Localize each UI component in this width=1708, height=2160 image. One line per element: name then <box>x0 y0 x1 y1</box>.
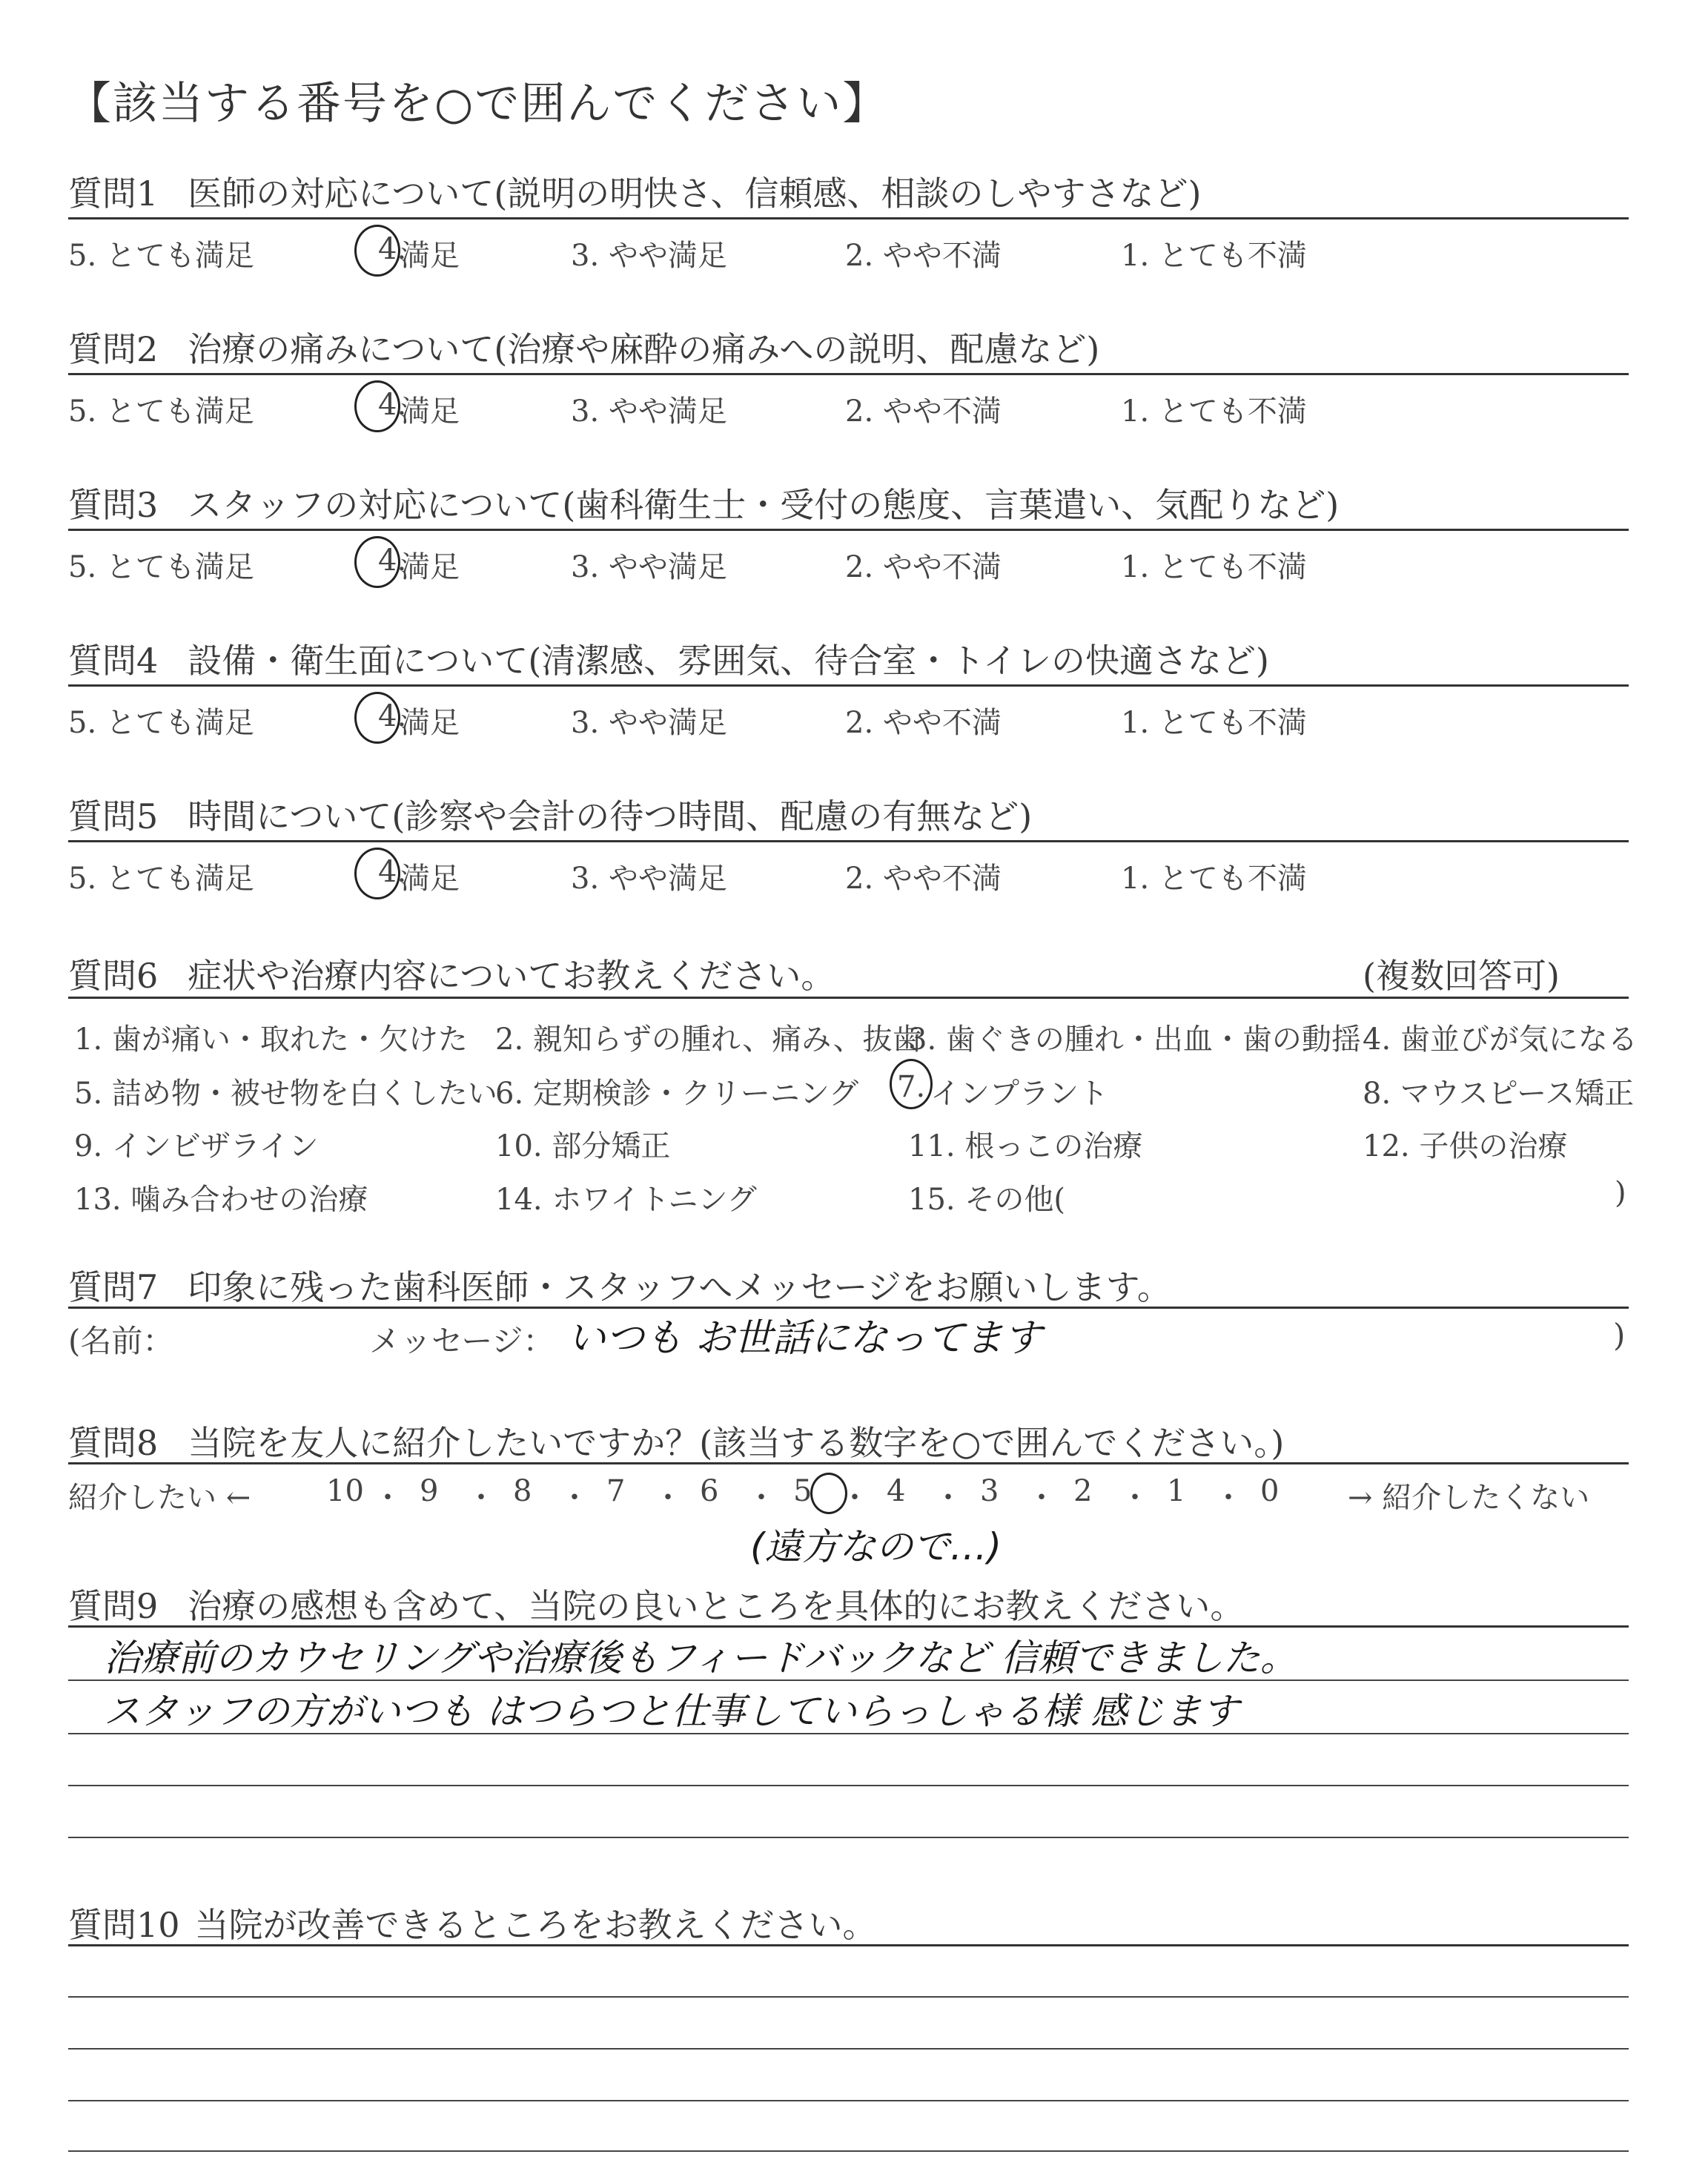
q5-selected-circle <box>354 848 400 899</box>
q8-scale-6: 4 <box>887 1474 906 1508</box>
q3-heading <box>68 478 1339 527</box>
q3-label: 質問3 <box>68 485 159 525</box>
q2-label: 質問2 <box>68 329 159 369</box>
q8-rule <box>68 1462 1629 1464</box>
q9-line-2 <box>68 1733 1629 1734</box>
q5-option-4: 2. やや不満 <box>845 862 1002 896</box>
q8-scale-9: 1 <box>1167 1474 1186 1508</box>
q5-option-5: 1. とても不満 <box>1121 862 1307 896</box>
q10-rule <box>68 1944 1629 1946</box>
q6-option-7-circle <box>890 1059 933 1109</box>
q7-message-handwriting: いつも お世話になってます <box>567 1316 1042 1361</box>
q1-rule <box>68 217 1629 219</box>
q8-scale-dot: ・ <box>653 1481 683 1515</box>
q5-text: 時間について(診察や会計の待つ時間、配慮の有無など) <box>188 796 1033 836</box>
q2-rule <box>68 373 1629 375</box>
q3-option-3: 3. やや満足 <box>571 550 727 584</box>
q6-option-2: 2. 親知らずの腫れ、痛み、抜歯 <box>495 1023 922 1057</box>
q7-message-label: メッセージ： <box>369 1323 555 1359</box>
q1-option-5: 1. とても不満 <box>1121 239 1307 273</box>
q7-heading <box>68 1261 1171 1309</box>
q2-option-1: 4. <box>378 388 407 422</box>
q9-handwriting-line-1: 治療前のカウセリングや治療後もフィードバックなど 信頼できました。 <box>104 1636 1297 1680</box>
q1-heading <box>68 167 1201 216</box>
q5-option-1: 4. <box>378 855 407 889</box>
q6-option-13: 13. 噛み合わせの治療 <box>74 1183 368 1217</box>
q10-label: 質問10 <box>68 1905 180 1945</box>
q7-label: 質問7 <box>68 1267 159 1307</box>
q9-heading <box>68 1579 1244 1628</box>
q8-text: 当院を友人に紹介したいですか？(該当する数字を○で囲んでください。) <box>188 1423 1285 1463</box>
q8-scale-dot: ・ <box>1027 1481 1056 1515</box>
q1-option-2: 満足 <box>400 239 460 273</box>
q9-line-1 <box>68 1680 1629 1681</box>
q2-option-3: 3. やや満足 <box>571 394 727 429</box>
q6-option-15: 15. その他( <box>908 1183 1065 1217</box>
q6-rule <box>68 997 1629 999</box>
q4-option-0: 5. とても満足 <box>68 706 254 740</box>
q4-rule <box>68 684 1629 687</box>
q6-option-6: 6. 定期検診・クリーニング <box>495 1077 859 1111</box>
q5-option-3: 3. やや満足 <box>571 862 727 896</box>
q4-option-5: 1. とても不満 <box>1121 706 1307 740</box>
q3-rule <box>68 529 1629 531</box>
q6-option-14: 14. ホワイトニング <box>495 1183 757 1217</box>
q9-line-4 <box>68 1837 1629 1838</box>
q6-option-16: ) <box>1615 1176 1626 1210</box>
q8-scale-dot: ・ <box>373 1481 403 1515</box>
q6-label: 質問6 <box>68 956 159 996</box>
q1-option-3: 3. やや満足 <box>571 239 727 273</box>
q8-left-label: 紹介したい ← <box>68 1481 251 1515</box>
q8-scale-dot: ・ <box>466 1481 496 1515</box>
q6-heading <box>68 949 835 998</box>
q1-text: 医師の対応について(説明の明快さ、信頼感、相談のしやすさなど) <box>188 174 1202 214</box>
q1-selected-circle <box>354 225 400 277</box>
q6-option-4: 4. 歯並びが気になる <box>1363 1023 1638 1057</box>
q8-scale-2: 8 <box>513 1474 532 1508</box>
q10-line-2 <box>68 2048 1629 2050</box>
q9-text: 治療の感想も含めて、当院の良いところを具体的にお教えください。 <box>188 1586 1245 1626</box>
q8-scale-1: 9 <box>420 1474 439 1508</box>
q8-right-label: → 紹介したくない <box>1348 1481 1590 1515</box>
q2-text: 治療の痛みについて(治療や麻酔の痛みへの説明、配慮など) <box>188 329 1100 369</box>
q1-label: 質問1 <box>68 174 159 214</box>
q8-scale-7: 3 <box>980 1474 999 1508</box>
q6-option-7-text: インプラント <box>930 1077 1108 1111</box>
q8-scale-dot: ・ <box>560 1481 589 1515</box>
q8-scale-dot: ・ <box>933 1481 963 1515</box>
q6-text: 症状や治療内容についてお教えください。 <box>188 956 835 996</box>
q8-selected-circle <box>810 1473 847 1514</box>
q8-scale-dot: ・ <box>1120 1481 1150 1515</box>
q5-option-0: 5. とても満足 <box>68 862 254 896</box>
q8-scale-dot: ・ <box>1214 1481 1243 1515</box>
q4-label: 質問4 <box>68 641 159 681</box>
q5-label: 質問5 <box>68 796 159 836</box>
q6-note: (複数回答可) <box>1363 956 1560 996</box>
q5-heading <box>68 790 1032 839</box>
q8-scale-4: 6 <box>700 1474 719 1508</box>
q3-option-5: 1. とても不満 <box>1121 550 1307 584</box>
q6-option-1: 1. 歯が痛い・取れた・欠けた <box>74 1023 468 1057</box>
q3-option-4: 2. やや不満 <box>845 550 1002 584</box>
q4-heading <box>68 634 1269 683</box>
q6-option-5: 5. 詰め物・被せ物を白くしたい <box>74 1077 497 1111</box>
q8-scale-0: 10 <box>326 1474 364 1508</box>
q6-option-7: 7. <box>897 1070 926 1104</box>
q9-handwriting-line-2: スタッフの方がいつも はつらつと仕事していらっしゃる様 感じます <box>104 1690 1239 1733</box>
q3-option-2: 満足 <box>400 550 460 584</box>
q4-text: 設備・衛生面について(清潔感、雰囲気、待合室・トイレの快適さなど) <box>188 641 1269 681</box>
q2-option-2: 満足 <box>400 394 460 429</box>
q1-option-1: 4. <box>378 232 407 266</box>
q8-heading <box>68 1416 1284 1465</box>
q2-option-0: 5. とても満足 <box>68 394 254 429</box>
q6-option-9: 9. インビザライン <box>74 1129 319 1163</box>
q3-text: スタッフの対応について(歯科衛生士・受付の態度、言葉遣い、気配りなど) <box>188 485 1340 525</box>
q4-option-2: 満足 <box>400 706 460 740</box>
q10-line-4 <box>68 2150 1629 2152</box>
q3-option-0: 5. とても満足 <box>68 550 254 584</box>
q3-selected-circle <box>354 536 400 588</box>
q2-selected-circle <box>354 380 400 432</box>
q6-option-8: 8. マウスピース矯正 <box>1363 1077 1635 1111</box>
q2-heading <box>68 323 1099 371</box>
q6-option-3: 3. 歯ぐきの腫れ・出血・歯の動揺 <box>908 1023 1361 1057</box>
q7-close-paren: ) <box>1613 1317 1626 1353</box>
q8-scale-8: 2 <box>1073 1474 1093 1508</box>
q2-option-4: 2. やや不満 <box>845 394 1002 429</box>
page-title: 【該当する番号を○で囲んでください】 <box>67 78 889 130</box>
q4-option-1: 4. <box>378 699 407 733</box>
q9-label: 質問9 <box>68 1586 159 1626</box>
q6-option-12: 12. 子供の治療 <box>1363 1129 1568 1163</box>
q10-heading <box>68 1898 877 1947</box>
q10-line-3 <box>68 2100 1629 2101</box>
q8-scale-dot: ・ <box>840 1481 870 1515</box>
q7-name-label: (名前： <box>68 1323 174 1359</box>
q10-line-1 <box>68 1996 1629 1998</box>
q1-option-0: 5. とても満足 <box>68 239 254 273</box>
q8-label: 質問8 <box>68 1423 159 1463</box>
q8-scale-dot: ・ <box>747 1481 776 1515</box>
q4-option-4: 2. やや不満 <box>845 706 1002 740</box>
q9-line-3 <box>68 1785 1629 1786</box>
q9-rule <box>68 1625 1629 1628</box>
q2-option-5: 1. とても不満 <box>1121 394 1307 429</box>
q1-option-4: 2. やや不満 <box>845 239 1002 273</box>
q7-text: 印象に残った歯科医師・スタッフへメッセージをお願いします。 <box>188 1267 1171 1307</box>
q8-scale-3: 7 <box>606 1474 626 1508</box>
q3-option-1: 4. <box>378 544 407 578</box>
q5-option-2: 満足 <box>400 862 460 896</box>
q4-selected-circle <box>354 692 400 744</box>
q5-rule <box>68 840 1629 842</box>
q6-option-10: 10. 部分矯正 <box>495 1129 671 1163</box>
q8-handwritten-note: (遠方なので…) <box>750 1525 1002 1568</box>
q8-scale-10: 0 <box>1260 1474 1280 1508</box>
q10-text: 当院が改善できるところをお教えください。 <box>194 1905 877 1945</box>
q4-option-3: 3. やや満足 <box>571 706 727 740</box>
q6-option-11: 11. 根っこの治療 <box>908 1129 1143 1163</box>
q8-scale-5: 5 <box>793 1474 812 1508</box>
